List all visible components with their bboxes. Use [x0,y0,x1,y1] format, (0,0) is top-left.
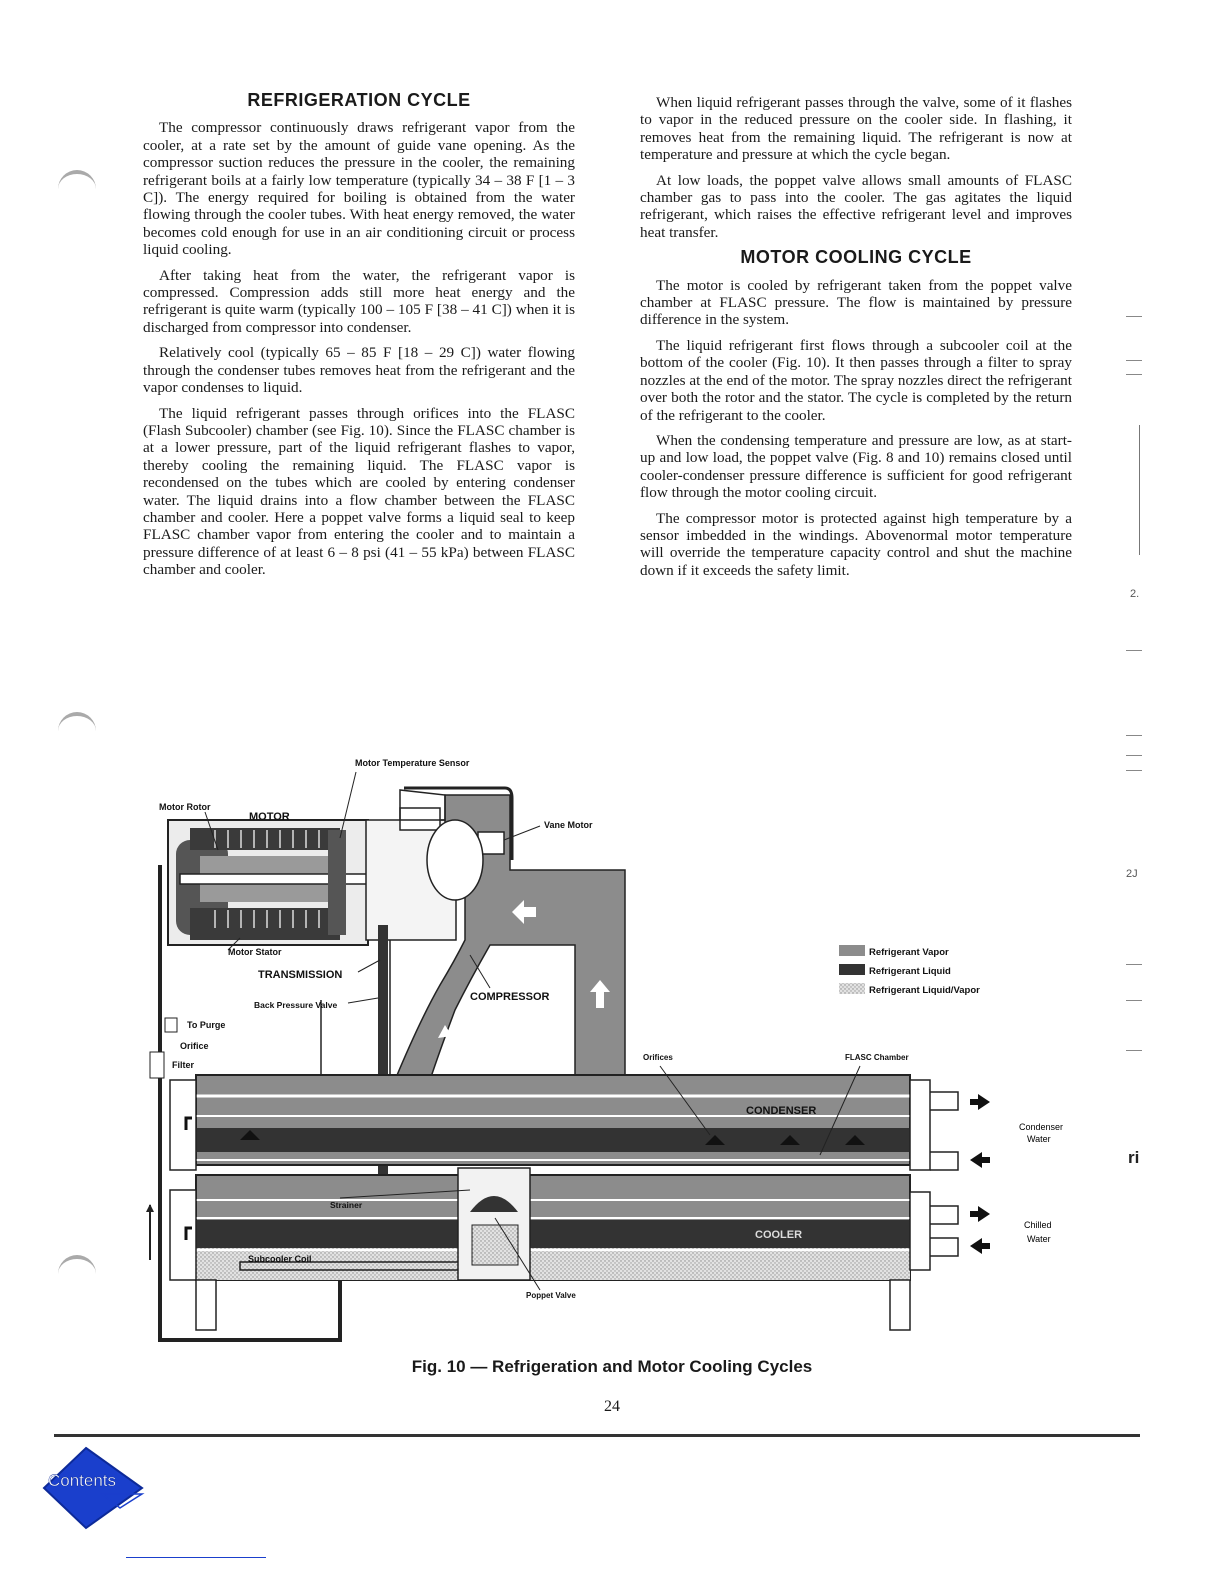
paragraph: The motor is cooled by refrigerant taken from the poppet valve chamber at FLASC pressure. The flow is maintained by pressure difference in the system. [640,276,1072,329]
label-cooler: COOLER [755,1229,803,1241]
label-flasc-chamber: FLASC Chamber [845,1053,909,1062]
flow-arrow-head [146,1204,154,1212]
motor-temperature-sensor-block [328,830,346,935]
motor-cooling-cycle-heading: MOTOR COOLING CYCLE [740,247,972,268]
paragraph: The liquid refrigerant passes through orifices into the FLASC (Flash Subcooler) chamber (see Fig. 10). Since the FLASC chamber is at a lower pressure, part of the liquid refrigerant flashes to vapor, thereby cooling the remaining liquid. The FLASC vapor is recondensed on the tubes which are cooled by entering condenser water. The liquid drains into a flow chamber between the FLASC chamber and cooler. Here a poppet valve forms a liquid seal to keep FLASC chamber vapor from entering the cooler and to maintain a pressure difference of at least 6 – 8 psi (41 – 55 kPa) between FLASC chamber and cooler. [143,404,575,579]
label-condenser-water: Water [1027,1134,1051,1144]
contents-button[interactable] [42,1446,146,1530]
contents-label: Contents [47,1471,117,1490]
arrow-right-icon [970,1094,990,1110]
paragraph: Relatively cool (typically 65 – 85 F [18 – 29 C]) water flowing through the condenser tubes removes heat from the refrigerant and the vapor condenses to liquid. [143,344,575,397]
label-compressor: COMPRESSOR [470,991,550,1003]
label-filter: Filter [172,1060,195,1070]
refrigeration-cycle-heading: REFRIGERATION CYCLE [247,90,471,110]
cooler-liquid-vapor [196,1248,910,1280]
label-motor-stator: Motor Stator [228,947,282,957]
label-orifices: Orifices [643,1053,673,1062]
right-text-column [640,94,1072,587]
condenser-liquid [196,1128,910,1152]
label-subcooler-coil: Subcooler Coil [248,1254,312,1264]
paragraph: At low loads, the poppet valve allows small amounts of FLASC chamber gas to pass into the cooler. The gas agitates the liquid refrigerant, which raises the effective refrigerant level and improves heat transfer. [640,171,1072,241]
margin-tick [1126,735,1142,736]
label-motor-rotor: Motor Rotor [159,802,211,812]
label-condenser-water: Condenser [1019,1122,1064,1132]
margin-tick [1126,374,1142,375]
contents-link-underline [126,1557,266,1558]
label-transmission: TRANSMISSION [258,969,343,981]
label-motor-temperature-sensor: Motor Temperature Sensor [355,758,470,768]
binder-hole-mark [58,712,96,736]
label-back-pressure-valve: Back Pressure Valve [254,1000,338,1010]
label-motor: MOTOR [249,811,290,823]
arrow-left-icon [970,1152,990,1168]
margin-mark: 2. [1130,588,1140,600]
margin-mark: ri [1128,1148,1140,1167]
cooler-liquid [196,1220,910,1248]
refrigeration-diagram [0,740,1224,1350]
label-chilled-water: Water [1027,1234,1051,1244]
arrow-right-icon [970,1206,990,1222]
legend-swatch-liquid [839,964,865,975]
cooler-waterbox [170,1190,196,1280]
binder-hole-mark [58,170,96,194]
paragraph: The compressor continuously draws refrigerant vapor from the cooler, at a rate set by the amount of guide vane opening. As the compressor suction reduces the pressure in the cooler, the remaining refrigerant boils at a fairly low temperature (typically 34 – 38 F [1 – 3 C]). The energy required for boiling is obtained from the water flowing through the cooler tubes. With heat energy removed, the water becomes cold enough for use in an air conditioning circuit or process liquid cooling. [143,119,575,259]
legend-label: Refrigerant Liquid/Vapor [869,985,980,996]
margin-tick [1126,360,1142,361]
paragraph: When the condensing temperature and pressure are low, as at start-up and low load, the poppet valve (Fig. 8 and 10) remains closed until cooler-condenser pressure difference is sufficient for good refrigerant flow through the motor cooling circuit. [640,431,1072,502]
margin-mark: 2J [1126,868,1138,880]
paragraph: The liquid refrigerant first flows through a subcooler coil at the bottom of the cooler (Fig. 10). It then passes through a filter to spray nozzles at the end of the motor. The spray nozzles direct the refrigerant over both the rotor and the stator. The cycle is completed by the return of the refrigerant to the cooler. [640,336,1072,424]
footer-rule [54,1434,1140,1437]
poppet-liquid [472,1225,518,1265]
margin-line [1139,425,1140,555]
margin-tick [1126,650,1142,651]
left-text-column [143,88,575,587]
legend-swatch-liquid-vapor [839,983,865,994]
label-condenser: CONDENSER [746,1105,817,1117]
paragraph: After taking heat from the water, the refrigerant vapor is compressed. Compression adds still more heat energy and the refrigerant is quite warm (typically 100 – 105 F [38 – 41 C]) when it is discharged from compressor into condenser. [143,266,575,336]
flow-arrow-icon [452,1058,464,1068]
impeller [427,820,483,900]
paragraph: The compressor motor is protected against high temperature by a sensor imbedded in the windings. Abovenormal motor temperature will override the temperature capacity control and shut the machine down if it exceeds the safety limit. [640,509,1072,579]
arrow-left-icon [970,1238,990,1254]
label-orifice: Orifice [180,1041,209,1051]
margin-tick [1126,316,1142,317]
label-to-purge: To Purge [187,1020,226,1030]
legend-label: Refrigerant Liquid [869,966,951,977]
label-vane-motor: Vane Motor [544,820,593,830]
legend-label: Refrigerant Vapor [869,947,949,958]
label-chilled-water: Chilled [1024,1220,1052,1230]
label-poppet-valve: Poppet Valve [526,1291,576,1300]
label-strainer: Strainer [330,1200,363,1210]
legend-swatch-vapor [839,945,865,956]
legend [839,945,980,996]
paragraph: When liquid refrigerant passes through the valve, some of it flashes to vapor in the reduced pressure on the cooler side. In flashing, it removes heat from the remaining liquid. The refrigerant is now at temperature and pressure at which the cycle began. [640,94,1072,164]
page-number: 24 [604,1398,620,1415]
condenser-waterbox [170,1080,196,1170]
figure-caption: Fig. 10 — Refrigeration and Motor Cooling Cycles [411,1357,813,1376]
